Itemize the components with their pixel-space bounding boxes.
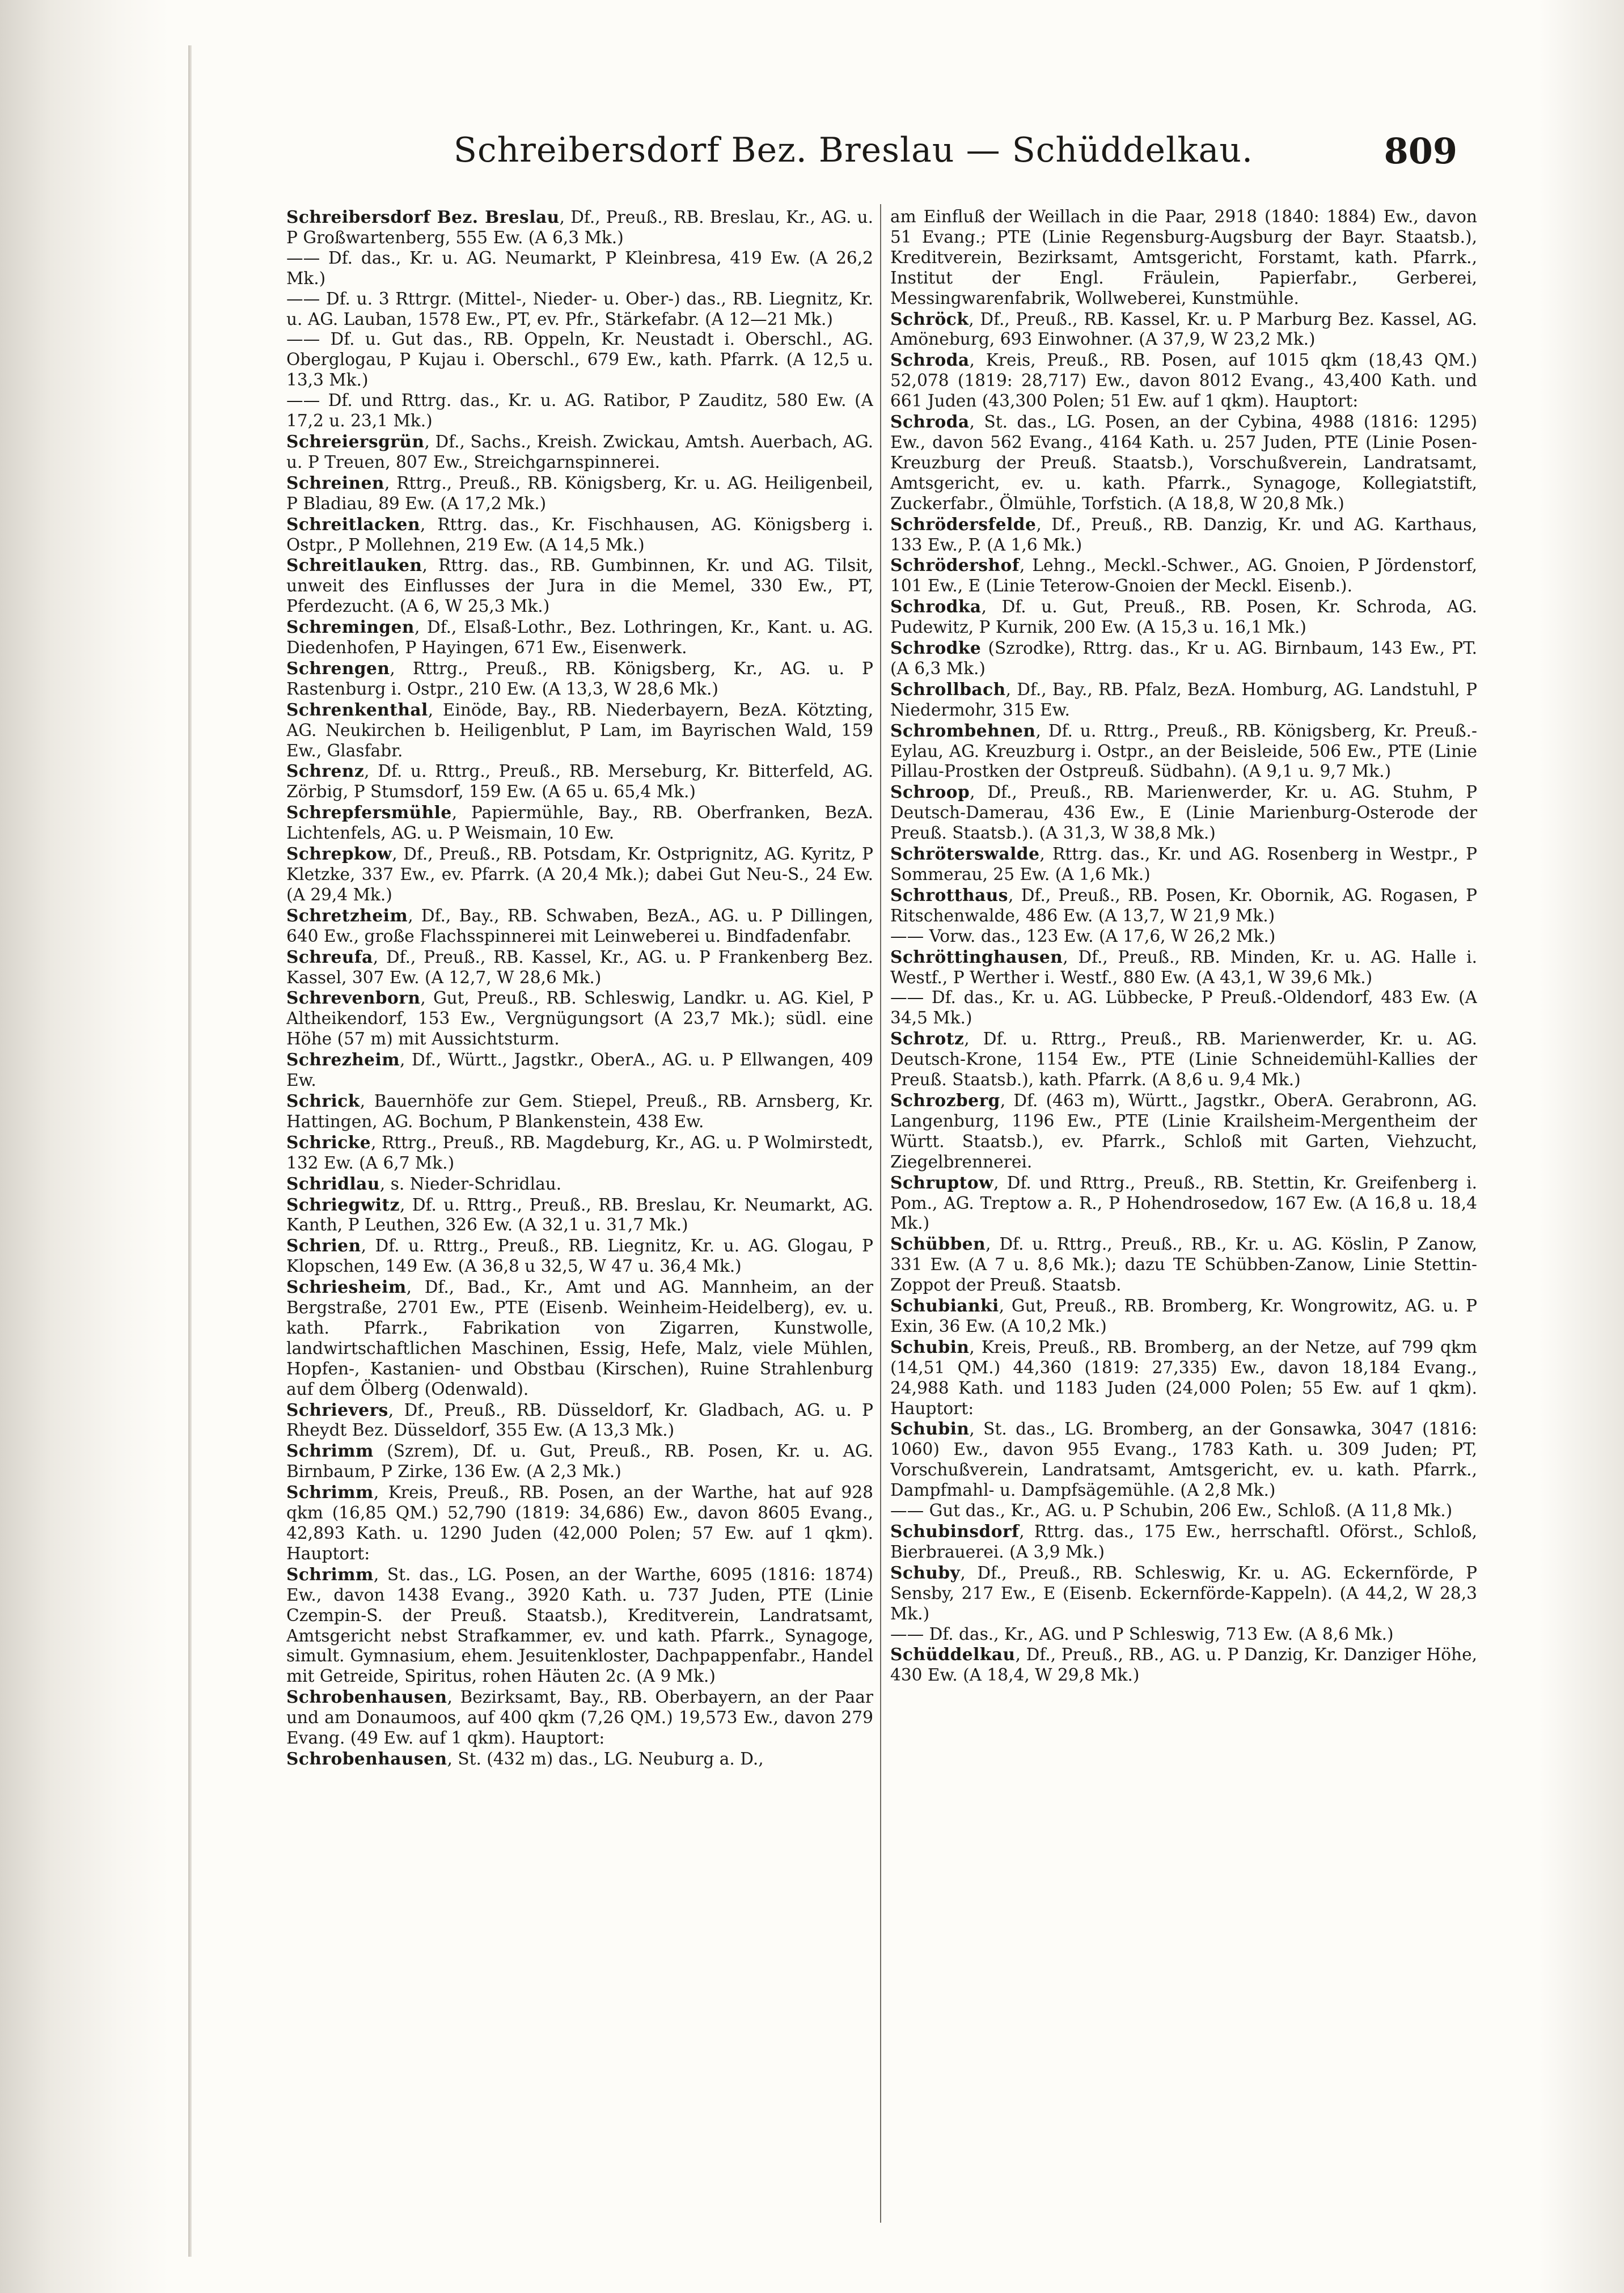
entry-text: am Einfluß der Weillach in die Paar, 2918 (1840: 1884) Ew., davon 51 Evang.; PTE (Linie Regensburg-Augsburg der Bayr. Staatsb.), Kreditverein, Bezirksamt, Amtsgericht, Forstamt, kath. Pfarrk., Institut der Engl. Fräulein, Papierfabr., Gerberei, Messingwarenfabrik, Wollweberei, Kunstmühle.: [890, 207, 1477, 308]
entry-headword: Schremingen: [286, 617, 415, 637]
entry-headword: Schrödershof: [890, 555, 1020, 576]
gazetteer-entry: [890, 555, 1477, 596]
entry-text: , Df., Preuß., RB. Marienwerder, Kr. u. AG. Stuhm, P Deutsch-Damerau, 436 Ew., E (Linie Marienburg-Osterode der Preuß. Staatsb.). (A 31,3, W 38,8 Mk.): [890, 782, 1477, 843]
entry-text: —— Df. das., Kr., AG. und P Schleswig, 713 Ew. (A 8,6 Mk.): [890, 1624, 1394, 1644]
entry-text: , St. (432 m) das., LG. Neuburg a. D.,: [447, 1749, 764, 1769]
gazetteer-entry: [890, 412, 1477, 514]
entry-headword: Schrenz: [286, 761, 365, 781]
gazetteer-entry: [286, 1091, 873, 1132]
entry-headword: Schröttinghausen: [890, 946, 1063, 967]
gazetteer-entry: [286, 947, 873, 988]
entry-headword: Schreufa: [286, 946, 373, 967]
entry-headword: Schrevenborn: [286, 988, 421, 1008]
gazetteer-entry: [286, 1482, 873, 1564]
entry-headword: Schrezheim: [286, 1050, 400, 1070]
entry-headword: Schrozberg: [890, 1090, 1000, 1110]
entry-text: , Bauernhöfe zur Gem. Stiepel, Preuß., RB. Arnsberg, Kr. Hattingen, AG. Bochum, P Blankenstein, 438 Ew.: [286, 1091, 873, 1131]
entry-text: , Df., Preuß., RB. Kassel, Kr., AG. u. P Frankenberg Bez. Kassel, 307 Ew. (A 12,7, W 28,6 Mk.): [286, 947, 873, 987]
entry-text: , Rttrg., Preuß., RB. Königsberg, Kr., AG. u. P Rastenburg i. Ostpr., 210 Ew. (A 13,3, W 28,6 Mk.): [286, 658, 873, 699]
entry-headword: Schubinsdorf: [890, 1521, 1020, 1541]
entry-text: , Df., Preuß., RB., AG. u. P Danzig, Kr. Danziger Höhe, 430 Ew. (A 18,4, W 29,8 Mk.): [890, 1645, 1477, 1685]
gazetteer-entry: [286, 289, 873, 330]
entry-text: —— Df. u. 3 Rttrgr. (Mittel-, Nieder- u. Ober-) das., RB. Liegnitz, Kr. u. AG. Lauban, 1578 Ew., PT, ev. Pfr., Stärkefabr. (A 12—21 Mk.): [286, 289, 873, 329]
entry-text: , Df. u. Rttrg., Preuß., RB. Breslau, Kr. Neumarkt, AG. Kanth, P Leuthen, 326 Ew. (A 32,1 u. 31,7 Mk.): [286, 1195, 873, 1235]
gazetteer-entry: [890, 885, 1477, 926]
entry-headword: Schrodka: [890, 596, 982, 617]
gazetteer-entry: [890, 1337, 1477, 1419]
entry-headword: Schüddelkau: [890, 1644, 1016, 1665]
gazetteer-entry: [890, 782, 1477, 844]
entry-headword: Schrobenhausen: [286, 1687, 447, 1707]
gazetteer-entry: [890, 679, 1477, 721]
entry-text: , Df., Preuß., RB. Düsseldorf, Kr. Gladbach, AG. u. P Rheydt Bez. Düsseldorf, 355 Ew. (A 13,3 Mk.): [286, 1400, 873, 1440]
gazetteer-entry: [286, 1564, 873, 1687]
entry-text: , Df. u. Gut, Preuß., RB. Posen, Kr. Schroda, AG. Pudewitz, P Kurnik, 200 Ew. (A 15,3 u. 16,1 Mk.): [890, 597, 1477, 637]
entry-text: , Rttrg., Preuß., RB. Magdeburg, Kr., AG. u. P Wolmirstedt, 132 Ew. (A 6,7 Mk.): [286, 1132, 873, 1173]
entry-headword: Schriesheim: [286, 1277, 407, 1297]
gazetteer-entry: [286, 700, 873, 761]
gazetteer-entry: [890, 1234, 1477, 1296]
entry-headword: Schridlau: [286, 1173, 380, 1194]
gazetteer-entry: [286, 1195, 873, 1236]
gazetteer-entry: [286, 1441, 873, 1482]
entry-headword: Schröck: [890, 308, 969, 329]
entry-headword: Schreinen: [286, 472, 384, 493]
gazetteer-entry: [286, 1400, 873, 1441]
entry-text: , Papiermühle, Bay., RB. Oberfranken, BezA. Lichtenfels, AG. u. P Weismain, 10 Ew.: [286, 803, 873, 843]
gazetteer-entry: [890, 1563, 1477, 1624]
gazetteer-entry: [890, 596, 1477, 638]
entry-headword: Schrotz: [890, 1029, 965, 1049]
entry-text: —— Gut das., Kr., AG. u. P Schubin, 206 Ew., Schloß. (A 11,8 Mk.): [890, 1501, 1453, 1521]
entry-headword: Schrodke: [890, 638, 982, 658]
gazetteer-entry: [890, 1624, 1477, 1645]
gazetteer-entry: [890, 1419, 1477, 1501]
entry-headword: Schrievers: [286, 1399, 388, 1420]
gazetteer-entry: [286, 555, 873, 617]
gazetteer-entry: [890, 207, 1477, 309]
gazetteer-entry: [286, 844, 873, 906]
entry-headword: Schrengen: [286, 658, 390, 678]
entry-text: , Df., Preuß., RB. Kassel, Kr. u. P Marburg Bez. Kassel, AG. Amöneburg, 693 Einwohner. (A 37,9, W 23,2 Mk.): [890, 309, 1477, 349]
entry-text: , St. das., LG. Bromberg, an der Gonsawka, 3047 (1816: 1060) Ew., davon 955 Evang., 1783 Kath. u. 309 Juden; PT, Vorschußverein, Landratsamt, Amtsgericht, ev. u. kath. Pfarrk., Dampfmahl- u. Dampfsägemühle. (A 2,8 Mk.): [890, 1419, 1477, 1500]
gazetteer-entry: [890, 1644, 1477, 1686]
entry-text: , s. Nieder-Schridlau.: [379, 1174, 562, 1194]
entry-headword: Schrimm: [286, 1482, 374, 1503]
entry-text: , Lehng., Meckl.-Schwer., AG. Gnoien, P Jördenstorf, 101 Ew., E (Linie Teterow-Gnoien der Meckl. Eisenb.).: [890, 556, 1477, 596]
page-number: 809: [1384, 130, 1457, 172]
gazetteer-entry: [890, 1296, 1477, 1337]
entry-text: , Df. und Rttrg., Preuß., RB. Stettin, Kr. Greifenberg i. Pom., AG. Treptow a. R., P Hohendrosedow, 167 Ew. (A 16,8 u. 18,4 Mk.): [890, 1173, 1477, 1233]
entry-headword: Schrenkenthal: [286, 699, 428, 720]
entry-headword: Schroop: [890, 782, 970, 802]
gazetteer-entry: [286, 431, 873, 473]
entry-text: (Szrodke), Rttrg. das., Kr u. AG. Birnbaum, 143 Ew., PT. (A 6,3 Mk.): [890, 638, 1477, 678]
entry-text: , Gut, Preuß., RB. Bromberg, Kr. Wongrowitz, AG. u. P Exin, 36 Ew. (A 10,2 Mk.): [890, 1296, 1477, 1336]
entry-text: , Df., Preuß., RB. Minden, Kr. u. AG. Halle i. Westf., P Werther i. Westf., 880 Ew. (A 43,1, W 39,6 Mk.): [890, 947, 1477, 987]
entry-text: , St. das., LG. Posen, an der Warthe, 6095 (1816: 1874) Ew., davon 1438 Evang., 3920 Kath. u. 737 Juden, PTE (Linie Czempin-S. der Preuß. Staatsb.), Kreditverein, Landratsamt, Amtsgericht nebst Strafkammer, ev. und kath. Pfarrk., Synagoge, simult. Gymnasium, ehem. Jesuitenkloster, Dachpappenfabr., Handel mit Getreide, Spiritus, rohen Häuten 2c. (A 9 Mk.): [286, 1564, 873, 1686]
entry-text: , Df. u. Rttrg., Preuß., RB., Kr. u. AG. Köslin, P Zanow, 331 Ew. (A 7 u. 8,6 Mk.); dazu TE Schübben-Zanow, Linie Stettin-Zoppot der Preuß. Staatsb.: [890, 1234, 1477, 1295]
gazetteer-entry: [286, 207, 873, 248]
entry-headword: Schreitlauken: [286, 555, 422, 576]
gazetteer-entry: [890, 1501, 1477, 1521]
entry-headword: Schreibersdorf Bez. Breslau: [286, 207, 560, 227]
scan-page-edge-right: [1539, 0, 1624, 2293]
entry-headword: Schrick: [286, 1090, 360, 1111]
entry-headword: Schubin: [890, 1336, 970, 1357]
running-title: Schreibersdorf Bez. Breslau — Schüddelkau.: [453, 130, 1254, 170]
entry-text: , Einöde, Bay., RB. Niederbayern, BezA. Kötzting, AG. Neukirchen b. Heiligenblut, P Lam, im Bayrischen Wald, 159 Ew., Glasfabr.: [286, 700, 873, 760]
entry-headword: Schrotthaus: [890, 885, 1008, 905]
entry-headword: Schrombehnen: [890, 720, 1036, 741]
gazetteer-entry: [286, 617, 873, 658]
gazetteer-entry: [286, 1687, 873, 1749]
entry-text: —— Vorw. das., 123 Ew. (A 17,6, W 26,2 Mk.): [890, 926, 1276, 946]
entry-text: —— Df. und Rttrg. das., Kr. u. AG. Ratibor, P Zauditz, 580 Ew. (A 17,2 u. 23,1 Mk.): [286, 391, 873, 431]
entry-text: , Df., Bay., RB. Pfalz, BezA. Homburg, AG. Landstuhl, P Niedermohr, 315 Ew.: [890, 679, 1477, 720]
entry-headword: Schretzheim: [286, 905, 408, 925]
entry-headword: Schröterswalde: [890, 844, 1040, 864]
entry-headword: Schuby: [890, 1562, 961, 1583]
gazetteer-entry: [890, 844, 1477, 885]
entry-text: , Kreis, Preuß., RB. Posen, an der Warthe, hat auf 928 qkm (16,85 QM.) 52,790 (1819: 34,686) Ew., davon 8605 Evang., 42,893 Kath. u. 1290 Juden (42,000 Polen; 57 Ew. auf 1 qkm). Hauptort:: [286, 1483, 873, 1563]
gazetteer-entry: [286, 906, 873, 947]
gazetteer-entry: [286, 802, 873, 844]
entry-text: , St. das., LG. Posen, an der Cybina, 4988 (1816: 1295) Ew., davon 562 Evang., 4164 Kath. u. 257 Juden, PTE (Linie Posen-Kreuzburg der Preuß. Staatsb.), Vorschußverein, Landratsamt, Amtsgericht, ev. u. kath. Pfarrk., Synagoge, Kollegiatstift, Zuckerfabr., Ölmühle, Torfstich. (A 18,8, W 20,8 Mk.): [890, 412, 1477, 513]
gazetteer-entry: [286, 248, 873, 289]
entry-text: , Df., Preuß., RB. Breslau, Kr., AG. u. P Großwartenberg, 555 Ew. (A 6,3 Mk.): [286, 208, 873, 247]
entry-text: , Kreis, Preuß., RB. Posen, auf 1015 qkm (18,43 QM.) 52,078 (1819: 28,717) Ew., davon 8012 Evang., 43,400 Kath. und 661 Juden (43,300 Polen; 51 Ew. auf 1 qkm). Hauptort:: [890, 350, 1477, 411]
entry-text: —— Df. das., Kr. u. AG. Lübbecke, P Preuß.-Oldendorf, 483 Ew. (A 34,5 Mk.): [890, 988, 1477, 1028]
entry-text: , Bezirksamt, Bay., RB. Oberbayern, an der Paar und am Donaumoos, auf 400 qkm (7,26 QM.) 19,573 Ew., davon 279 Evang. (49 Ew. auf 1 qkm). Hauptort:: [286, 1687, 873, 1748]
entry-text: , Df. u. Rttrg., Preuß., RB. Merseburg, Kr. Bitterfeld, AG. Zörbig, P Stumsdorf, 159 Ew. (A 65 u. 65,4 Mk.): [286, 761, 873, 802]
entry-text: , Df., Bad., Kr., Amt und AG. Mannheim, an der Bergstraße, 2701 Ew., PTE (Eisenb. Weinheim-Heidelberg), ev. u. kath. Pfarrk., Fabrikation von Zigarren, Kunstwolle, landwirtschaftlichen Maschinen, Essig, Hefe, Malz, viele Mühlen, Hopfen-, Kastanien- und Obstbau (Kirschen), Ruine Strahlenburg auf dem Ölberg (Odenwald).: [286, 1277, 873, 1399]
entry-text: , Df. u. Rttrg., Preuß., RB. Marienwerder, Kr. u. AG. Deutsch-Krone, 1154 Ew., PTE (Linie Schneidemühl-Kallies der Preuß. Staatsb.), kath. Pfarrk. (A 8,6 u. 9,4 Mk.): [890, 1029, 1477, 1090]
gazetteer-entry: [890, 988, 1477, 1029]
gazetteer-entry: [890, 1173, 1477, 1234]
entry-text: —— Df. das., Kr. u. AG. Neumarkt, P Kleinbresa, 419 Ew. (A 26,2 Mk.): [286, 248, 873, 288]
entry-headword: Schrobenhausen: [286, 1748, 447, 1769]
gazetteer-entry: [890, 1029, 1477, 1090]
gazetteer-entry: [286, 329, 873, 391]
gazetteer-entry: [286, 514, 873, 556]
entry-headword: Schrimm: [286, 1441, 374, 1461]
entry-headword: Schübben: [890, 1234, 986, 1254]
entry-text: , Gut, Preuß., RB. Schleswig, Landkr. u. AG. Kiel, P Altheikendorf, 153 Ew., Vergnügungsort (A 23,7 Mk.); südl. eine Höhe (57 m) mit Aussichtsturm.: [286, 988, 873, 1049]
entry-headword: Schubin: [890, 1419, 970, 1439]
left-column: [286, 207, 873, 2226]
entry-headword: Schrollbach: [890, 679, 1006, 699]
entry-headword: Schrimm: [286, 1564, 374, 1584]
gazetteer-entry: [890, 514, 1477, 556]
gazetteer-entry: [890, 350, 1477, 412]
entry-headword: Schriegwitz: [286, 1194, 400, 1215]
entry-headword: Schrepfersmühle: [286, 802, 452, 823]
entry-headword: Schubianki: [890, 1296, 999, 1316]
gazetteer-entry: [286, 391, 873, 431]
entry-headword: Schreiersgrün: [286, 431, 425, 451]
gazetteer-entry: [286, 988, 873, 1050]
entry-text: , Df., Elsaß-Lothr., Bez. Lothringen, Kr., Kant. u. AG. Diedenhofen, P Hayingen, 671 Ew., Eisenwerk.: [286, 617, 873, 658]
gazetteer-entry: [890, 1090, 1477, 1173]
scan-page-edge: [0, 0, 170, 2293]
entry-text: (Szrem), Df. u. Gut, Preuß., RB. Posen, Kr. u. AG. Birnbaum, P Zirke, 136 Ew. (A 2,3 Mk.): [286, 1441, 873, 1482]
entry-text: , Df. u. Rttrg., Preuß., RB. Königsberg, Kr. Preuß.-Eylau, AG. Kreuzburg i. Ostpr., an der Beisleide, 506 Ew., PTE (Linie Pillau-Prostken der Ostpreuß. Südbahn). (A 9,1 u. 9,7 Mk.): [890, 721, 1477, 781]
entry-text: , Df. u. Rttrg., Preuß., RB. Liegnitz, Kr. u. AG. Glogau, P Klopschen, 149 Ew. (A 36,8 u 32,5, W 47 u. 36,4 Mk.): [286, 1236, 873, 1276]
entry-text: , Rttrg. das., Kr. und AG. Rosenberg in Westpr., P Sommerau, 25 Ew. (A 1,6 Mk.): [890, 844, 1477, 884]
gazetteer-entry: [890, 638, 1477, 679]
gazetteer-entry: [286, 658, 873, 700]
entry-text: , Df., Württ., Jagstkr., OberA., AG. u. P Ellwangen, 409 Ew.: [286, 1050, 873, 1090]
right-column: [890, 207, 1477, 2226]
gazetteer-entry: [286, 473, 873, 514]
entry-text: , Rttrg. das., RB. Gumbinnen, Kr. und AG. Tilsit, unweit des Einflusses der Jura in die Memel, 330 Ew., PT, Pferdezucht. (A 6, W 25,3 Mk.): [286, 556, 873, 616]
gazetteer-entry: [286, 761, 873, 802]
gazetteer-entry: [286, 1236, 873, 1277]
entry-headword: Schroda: [890, 350, 970, 370]
gazetteer-entry: [890, 721, 1477, 782]
gazetteer-entry: [286, 1277, 873, 1399]
entry-text: , Df., Bay., RB. Schwaben, BezA., AG. u. P Dillingen, 640 Ew., große Flachsspinnerei mit Leinweberei u. Bindfadenfabr.: [286, 906, 873, 946]
entry-headword: Schrödersfelde: [890, 514, 1037, 534]
binding-gutter: [188, 45, 192, 2257]
entry-headword: Schricke: [286, 1132, 371, 1152]
entry-headword: Schrien: [286, 1236, 361, 1256]
gazetteer-entry: [286, 1132, 873, 1174]
gazetteer-entry: [890, 947, 1477, 988]
entry-text: , Df., Sachs., Kreish. Zwickau, Amtsh. Auerbach, AG. u. P Treuen, 807 Ew., Streichgarnspinnerei.: [286, 431, 873, 472]
running-head: [249, 130, 1457, 181]
entry-text: , Df., Preuß., RB. Potsdam, Kr. Ostprignitz, AG. Kyritz, P Kletzke, 337 Ew., ev. Pfarrk. (A 20,4 Mk.); dabei Gut Neu-S., 24 Ew. (A 29,4 Mk.): [286, 844, 873, 904]
entry-text: , Rttrg. das., Kr. Fischhausen, AG. Königsberg i. Ostpr., P Mollehnen, 219 Ew. (A 14,5 Mk.): [286, 514, 873, 555]
gazetteer-entry: [286, 1050, 873, 1091]
entry-text: , Df. (463 m), Württ., Jagstkr., OberA. Gerabronn, AG. Langenburg, 1196 Ew., PTE (Linie Krailsheim-Mergentheim der Württ. Staatsb.), ev. Pfarrk., Schloß mit Garten, Viehzucht, Ziegelbrennerei.: [890, 1090, 1477, 1171]
entry-text: , Rttrg., Preuß., RB. Königsberg, Kr. u. AG. Heiligenbeil, P Bladiau, 89 Ew. (A 17,2 Mk.): [286, 473, 873, 513]
entry-headword: Schrepkow: [286, 844, 392, 864]
entry-text: —— Df. u. Gut das., RB. Oppeln, Kr. Neustadt i. Oberschl., AG. Oberglogau, P Kujau i. Oberschl., 679 Ew., kath. Pfarrk. (A 12,5 u. 13,3 Mk.): [286, 329, 873, 390]
entry-text: , Df., Preuß., RB. Schleswig, Kr. u. AG. Eckernförde, P Sensby, 217 Ew., E (Eisenb. Eckernförde-Kappeln). (A 44,2, W 28,3 Mk.): [890, 1563, 1477, 1623]
entry-text: , Df., Preuß., RB. Danzig, Kr. und AG. Karthaus, 133 Ew., P. (A 1,6 Mk.): [890, 514, 1477, 555]
column-rule: [880, 204, 881, 2223]
entry-headword: Schroda: [890, 412, 970, 432]
gazetteer-entry: [286, 1749, 873, 1770]
entry-headword: Schreitlacken: [286, 514, 421, 534]
gazetteer-entry: [890, 309, 1477, 350]
gazetteer-entry: [890, 1521, 1477, 1563]
gazetteer-entry: [286, 1174, 873, 1195]
entry-text: , Kreis, Preuß., RB. Bromberg, an der Netze, auf 799 qkm (14,51 QM.) 44,360 (1819: 27,335) Ew., davon 18,184 Evang., 24,988 Kath. und 1183 Juden (24,000 Polen; 55 Ew. auf 1 qkm). Hauptort:: [890, 1337, 1477, 1418]
entry-headword: Schruptow: [890, 1172, 994, 1192]
entry-text: , Rttrg. das., 175 Ew., herrschaftl. Oförst., Schloß, Bierbrauerei. (A 3,9 Mk.): [890, 1522, 1477, 1562]
gazetteer-entry: [890, 926, 1477, 947]
entry-text: , Df., Preuß., RB. Posen, Kr. Obornik, AG. Rogasen, P Ritschenwalde, 486 Ew. (A 13,7, W 21,9 Mk.): [890, 885, 1477, 925]
